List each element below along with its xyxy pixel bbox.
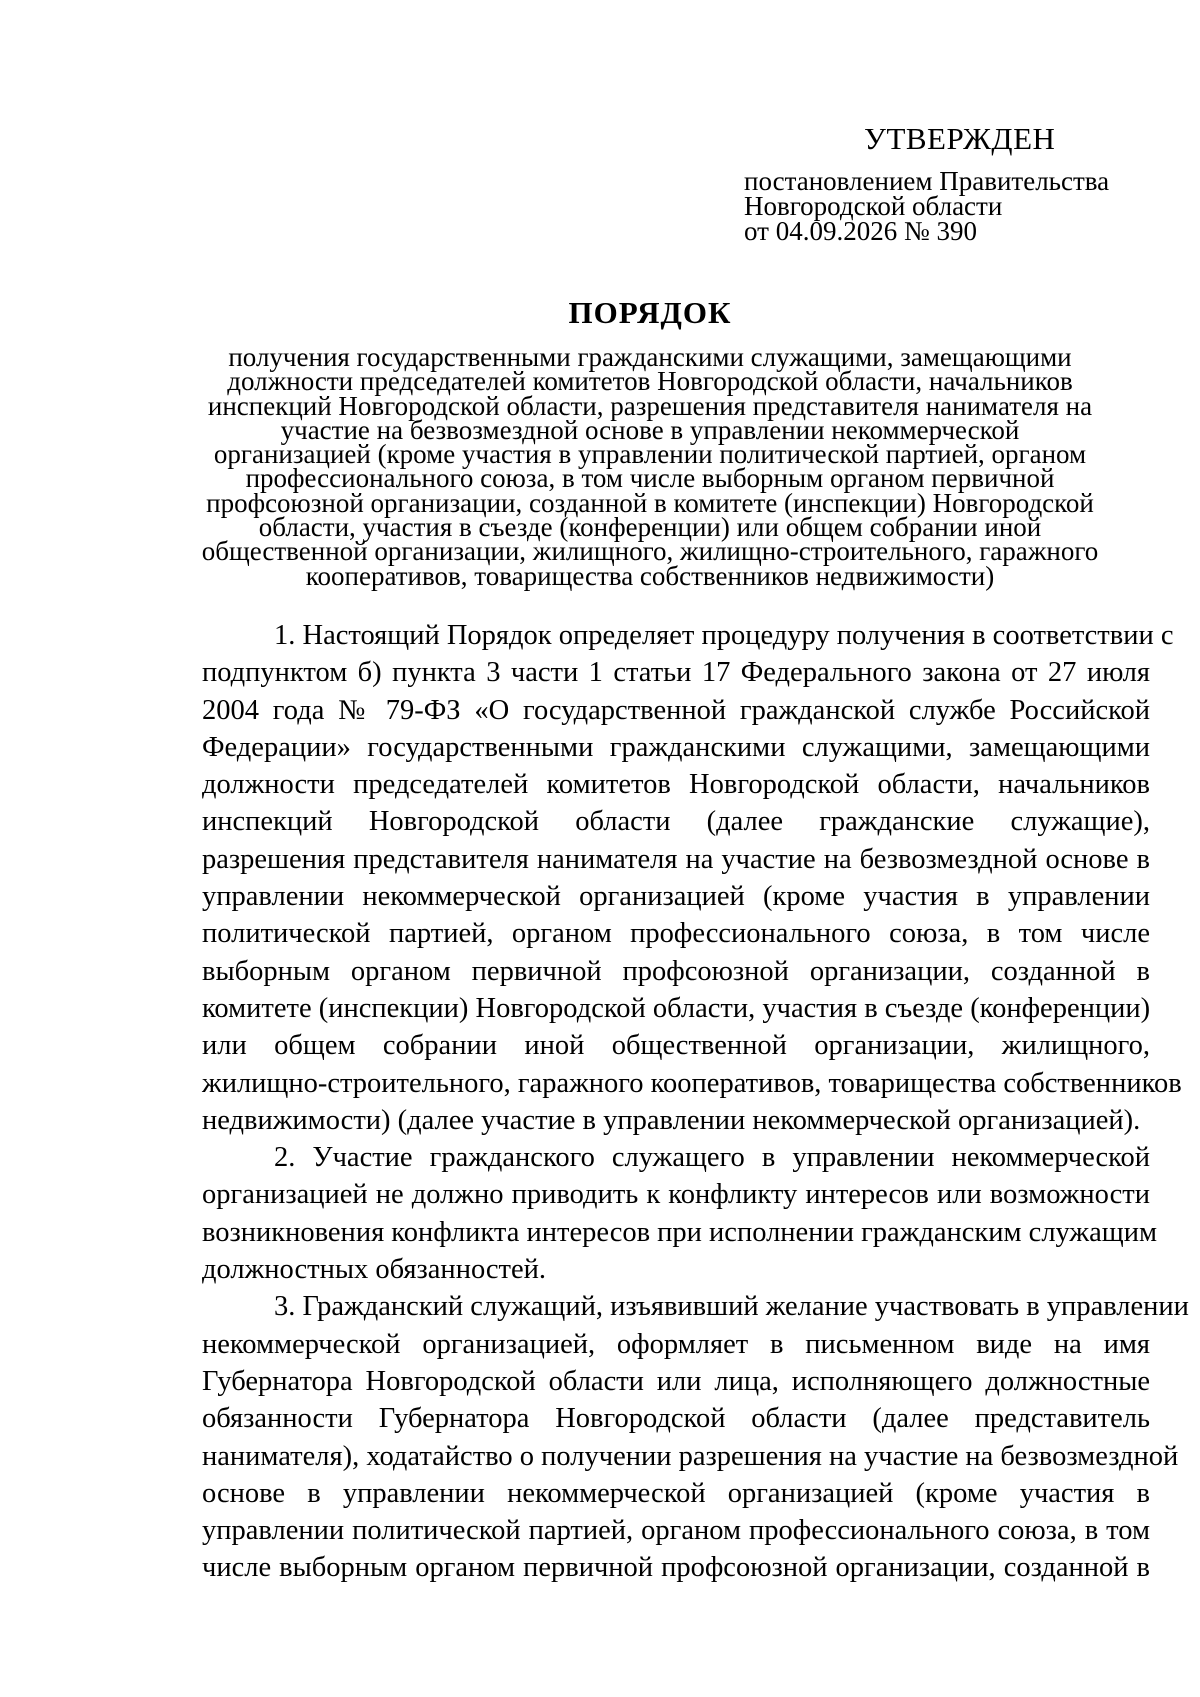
heading-line: участие на безвозмездной основе в управлении некоммерческой xyxy=(280,414,1020,445)
heading-line: профессионального союза, в том числе выборным органом первичной xyxy=(245,463,1055,494)
paragraph-line: должностных обязанностей. xyxy=(202,1254,547,1286)
paragraph-line: 3. Гражданский служащий, изъявивший желание участвовать в управлении xyxy=(274,1291,1189,1323)
paragraph-1 xyxy=(202,617,1182,1139)
paragraph-line: комитете (инспекции) Новгородской области, участия в съезде (конференции) xyxy=(202,992,1151,1024)
paragraph-line: основе в управлении некоммерческой организацией (кроме участия в xyxy=(202,1477,1150,1509)
paragraph-line: разрешения представителя нанимателя на участие на безвозмездной основе в xyxy=(202,843,1150,875)
paragraph-line: возникновения конфликта интересов при исполнении гражданским служащим xyxy=(202,1216,1158,1248)
paragraph-line: или общем собрании иной общественной организации, жилищного, xyxy=(202,1030,1150,1062)
paragraph-line: подпунктом б) пункта 3 части 1 статьи 17 Федерального закона от 27 июля xyxy=(202,657,1150,689)
paragraph-line: управлении некоммерческой организацией (кроме участия в управлении xyxy=(202,881,1150,913)
heading-line: должности председателей комитетов Новгородской области, начальников xyxy=(227,366,1073,397)
approval-line: постановлением Правительства xyxy=(744,166,1110,196)
paragraph-line: Губернатора Новгородской области или лица, исполняющего должностные xyxy=(202,1365,1150,1397)
heading-line: области, участия в съезде (конференции) или общем собрании иной xyxy=(258,512,1042,543)
paragraph-line: некоммерческой организацией, оформляет в письменном виде на имя xyxy=(202,1328,1150,1360)
heading-line: общественной организации, жилищного, жилищно-строительного, гаражного xyxy=(201,536,1099,567)
paragraph-line: недвижимости) (далее участие в управлении некоммерческой организацией). xyxy=(202,1104,1141,1136)
heading-line: организацией (кроме участия в управлении политической партией, органом xyxy=(213,439,1087,470)
approval-title: УТВЕРЖДЕН xyxy=(864,121,1056,156)
paragraph-line: 1. Настоящий Порядок определяет процедуру получения в соответствии с xyxy=(274,620,1174,651)
paragraph-line: Федерации» государственными гражданскими служащими, замещающими xyxy=(202,731,1150,763)
approval-line: Новгородской области xyxy=(744,191,1003,221)
paragraph-line: политической партией, органом профессионального союза, в том числе xyxy=(202,918,1150,950)
paragraph-2 xyxy=(202,1139,1158,1288)
paragraph-line: обязанности Губернатора Новгородской области (далее представитель xyxy=(202,1403,1150,1435)
paragraph-line: числе выборным органом первичной профсоюзной организации, созданной в xyxy=(202,1552,1150,1584)
heading-line: кооперативов, товарищества собственников недвижимости) xyxy=(305,560,995,591)
heading-line: профсоюзной организации, созданной в комитете (инспекции) Новгородской xyxy=(206,487,1094,518)
document-heading xyxy=(150,295,1150,591)
paragraph-line: выборным органом первичной профсоюзной организации, созданной в xyxy=(202,955,1150,987)
approval-stamp xyxy=(744,122,1164,244)
heading-line: инспекций Новгородской области, разрешения представителя нанимателя на xyxy=(207,390,1093,421)
paragraph-line: 2004 года № 79-ФЗ «О государственной гражданской службе Российской xyxy=(202,694,1150,726)
approval-line: от 04.09.2026 № 390 xyxy=(744,216,977,246)
paragraph-line: должности председателей комитетов Новгородской области, начальников xyxy=(202,769,1150,801)
paragraph-line: нанимателя), ходатайство о получении разрешения на участие на безвозмездной xyxy=(202,1440,1179,1472)
paragraph-line: управлении политической партией, органом профессионального союза, в том xyxy=(202,1515,1150,1547)
document-title: ПОРЯДОК xyxy=(568,295,732,330)
heading-line: получения государственными гражданскими служащими, замещающими xyxy=(228,342,1072,372)
paragraph-line: инспекций Новгородской области (далее гражданские служащие), xyxy=(202,806,1150,838)
paragraph-line: 2. Участие гражданского служащего в управлении некоммерческой xyxy=(274,1142,1150,1174)
paragraph-line: организацией не должно приводить к конфликту интересов или возможности xyxy=(202,1179,1150,1211)
paragraph-3 xyxy=(202,1288,1189,1586)
document-body xyxy=(202,617,1189,1587)
paragraph-line: жилищно-строительного, гаражного кооперативов, товарищества собственников xyxy=(202,1067,1182,1099)
